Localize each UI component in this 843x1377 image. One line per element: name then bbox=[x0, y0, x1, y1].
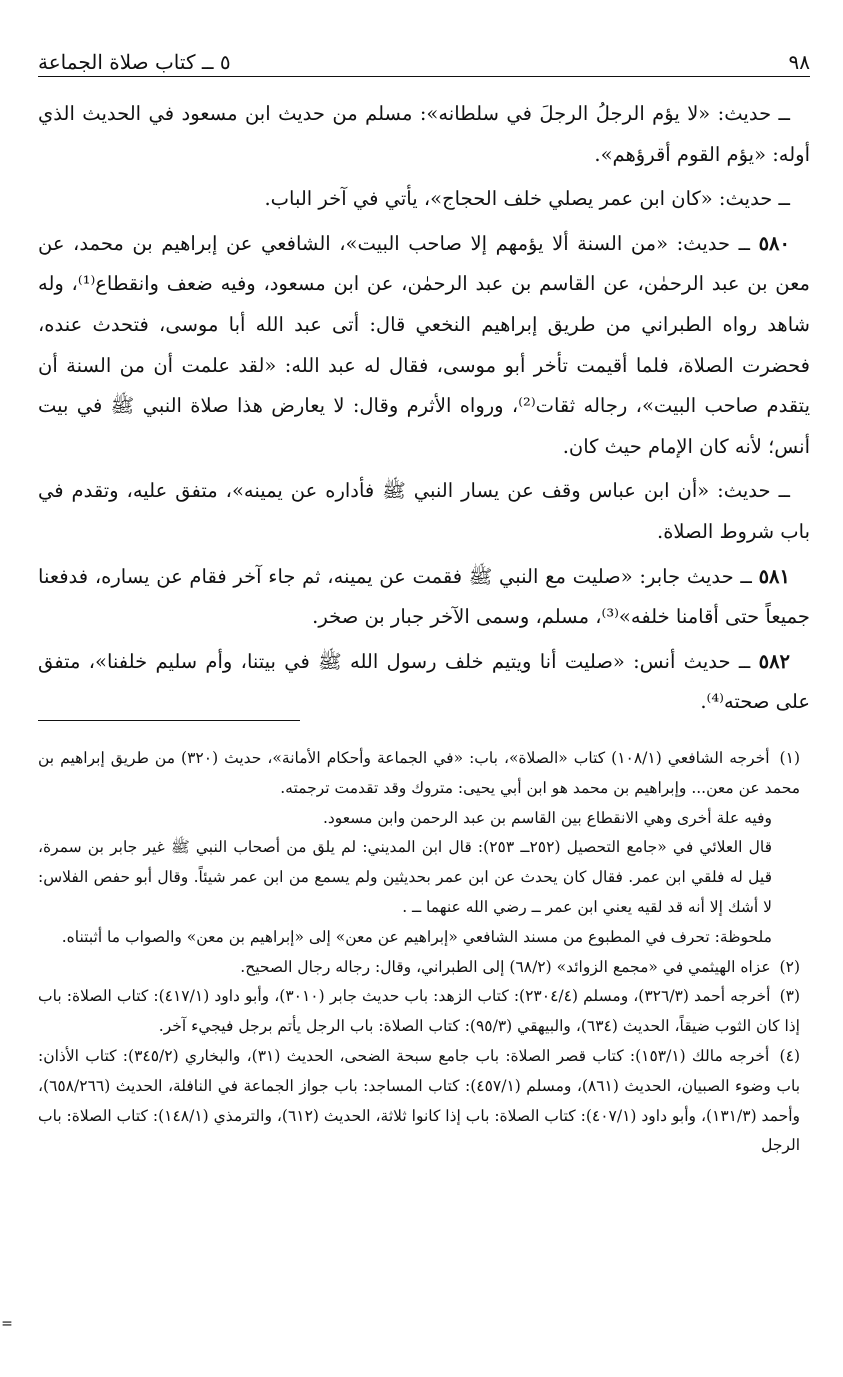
footnote-text: أخرجه أحمد (٣٢٦/٣)، ومسلم (٢٣٠٤/٤): كتاب الزهد: باب حديث جابر (٣٠١٠)، وأبو داود (٤١٧/١): كتاب الصلاة: باب إذا كان الثوب ضيقاً، الحديث (٦٣٤)، والبيهقي (٩٥/٣): كتاب الصلاة: باب الرجل يأتم برجل فيجيء آخر. bbox=[38, 987, 800, 1036]
footnote bbox=[38, 953, 800, 983]
hadith-text: ــ حديث جابر: «صليت مع النبي ﷺ فقمت عن يمينه، ثم جاء آخر فقام عن يساره، فدفعنا جميعاً حتى أقامنا خلفه»⁽³⁾، مسلم، وسمى الآخر جبار بن صخر. bbox=[38, 564, 810, 629]
hadith-paragraph bbox=[38, 94, 810, 175]
header-rule bbox=[38, 76, 810, 77]
footnote-continuation bbox=[38, 833, 800, 922]
footnotes bbox=[38, 744, 800, 1161]
footnote-text: ملحوظة: تحرف في المطبوع من مسند الشافعي «إبراهيم عن معن» إلى «إبراهيم بن معن» والصواب ما أثبتناه. bbox=[61, 927, 772, 946]
running-header bbox=[38, 38, 810, 74]
hadith-number: ٥٨٠ bbox=[758, 231, 790, 255]
footnote-number: (١) bbox=[779, 749, 800, 767]
hadith-paragraph bbox=[38, 557, 810, 638]
footnote-text: قال العلائي في «جامع التحصيل (٢٥٢ــ ٢٥٣): قال ابن المديني: لم يلق من أصحاب النبي ﷺ غير جابر بن سمرة، قيل له فلقي ابن عمر. فقال كان يحدث عن ابن عمر بحديثين ولم يسمع من ابن عمر شيئاً. وقال أبو حفص الفلاس: لا أشك إلا أنه قد لقيه يعني ابن عمر ــ رضي الله عنهما ــ . bbox=[38, 838, 772, 916]
footnote-text: أخرجه مالك (١٥٣/١): كتاب قصر الصلاة: باب جامع سبحة الضحى، الحديث (٣١)، والبخاري (٣٤٥/٢): كتاب الأذان: باب وضوء الصبيان، الحديث (٨٦١)، ومسلم (٤٥٧/١): كتاب المساجد: باب جواز الجماعة في النافلة، الحديث (٦٥٨/٢٦٦)، وأحمد (١٣١/٣)، وأبو داود (٤٠٧/١): كتاب الصلاة: باب إذا كانوا ثلاثة، الحديث (٦١٢)، والترمذي (١٤٨/١): كتاب الصلاة: باب الرجل bbox=[38, 1046, 801, 1155]
main-text bbox=[38, 94, 810, 727]
hadith-text: ــ حديث: «أن ابن عباس وقف عن يسار النبي ﷺ فأداره عن يمينه»، متفق عليه، وتقدم في باب شروط الصلاة. bbox=[38, 479, 810, 543]
footnote-separator bbox=[38, 720, 300, 721]
footnote-number: (٤) bbox=[779, 1046, 800, 1065]
hadith-paragraph bbox=[38, 642, 810, 723]
hadith-number: ٥٨٢ bbox=[758, 649, 791, 673]
hadith-text: ــ حديث أنس: «صليت أنا ويتيم خلف رسول الله ﷺ في بيتنا، وأم سليم خلفنا»، متفق على صحته⁽⁴⁾. bbox=[38, 649, 810, 714]
footnote-text: أخرجه الشافعي (١٠٨/١) كتاب «الصلاة»، باب: «في الجماعة وأحكام الأمانة»، حديث (٣٢٠) من طريق إبراهيم بن محمد عن معن... وإبراهيم بن محمد هو ابن أبي يحيى: متروك وقد تقدمت ترجمته. bbox=[38, 749, 800, 797]
footnote-number: (٢) bbox=[779, 957, 800, 976]
hadith-text: ــ حديث: «من السنة ألا يؤمهم إلا صاحب البيت»، الشافعي عن إبراهيم بن محمد، عن معن بن عبد الرحمٰن، عن القاسم بن عبد الرحمٰن، عن ابن مسعود، وفيه ضعف وانقطاع⁽¹⁾، وله شاهد رواه الطبراني من طريق إبراهيم النخعي قال: أتى عبد الله أبا موسى، فتحدث عنده، فحضرت الصلاة، فلما أقيمت تأخر أبو موسى، فقال له عبد الله: «لقد علمت أن من السنة أن يتقدم صاحب البيت»، رجاله ثقات⁽²⁾، ورواه الأثرم وقال: لا يعارض هذا صلاة النبي ﷺ في بيت أنس؛ لأنه كان الإمام حيث كان. bbox=[38, 231, 810, 458]
footnote-continuation bbox=[38, 923, 800, 953]
footnote-text: وفيه علة أخرى وهي الانقطاع بين القاسم بن عبد الرحمن وابن مسعود. bbox=[322, 808, 772, 827]
chapter-title: ٥ ــ كتاب صلاة الجماعة bbox=[38, 50, 231, 74]
footnote-number: (٣) bbox=[779, 987, 801, 1006]
hadith-number: ٥٨١ bbox=[758, 564, 790, 588]
hadith-paragraph bbox=[38, 179, 810, 220]
hadith-paragraph bbox=[38, 471, 810, 552]
footnote bbox=[38, 1042, 800, 1161]
footnote bbox=[38, 982, 800, 1042]
footnote bbox=[38, 744, 800, 804]
page-number: ٩٨ bbox=[788, 50, 810, 74]
hadith-text: ــ حديث: «كان ابن عمر يصلي خلف الحجاج»، يأتي في آخر الباب. bbox=[264, 187, 790, 211]
continuation-mark: = bbox=[1, 1316, 13, 1332]
hadith-text: ــ حديث: «لا يؤم الرجلُ الرجلَ في سلطانه»: مسلم من حديث ابن مسعود في الحديث الذي أوله: «يؤم القوم أقرؤهم». bbox=[38, 102, 810, 166]
footnote-continuation bbox=[38, 804, 800, 834]
footnote-text: عزاه الهيثمي في «مجمع الزوائد» (٦٨/٢) إلى الطبراني، وقال: رجاله رجال الصحيح. bbox=[240, 957, 771, 976]
hadith-paragraph bbox=[38, 224, 810, 468]
